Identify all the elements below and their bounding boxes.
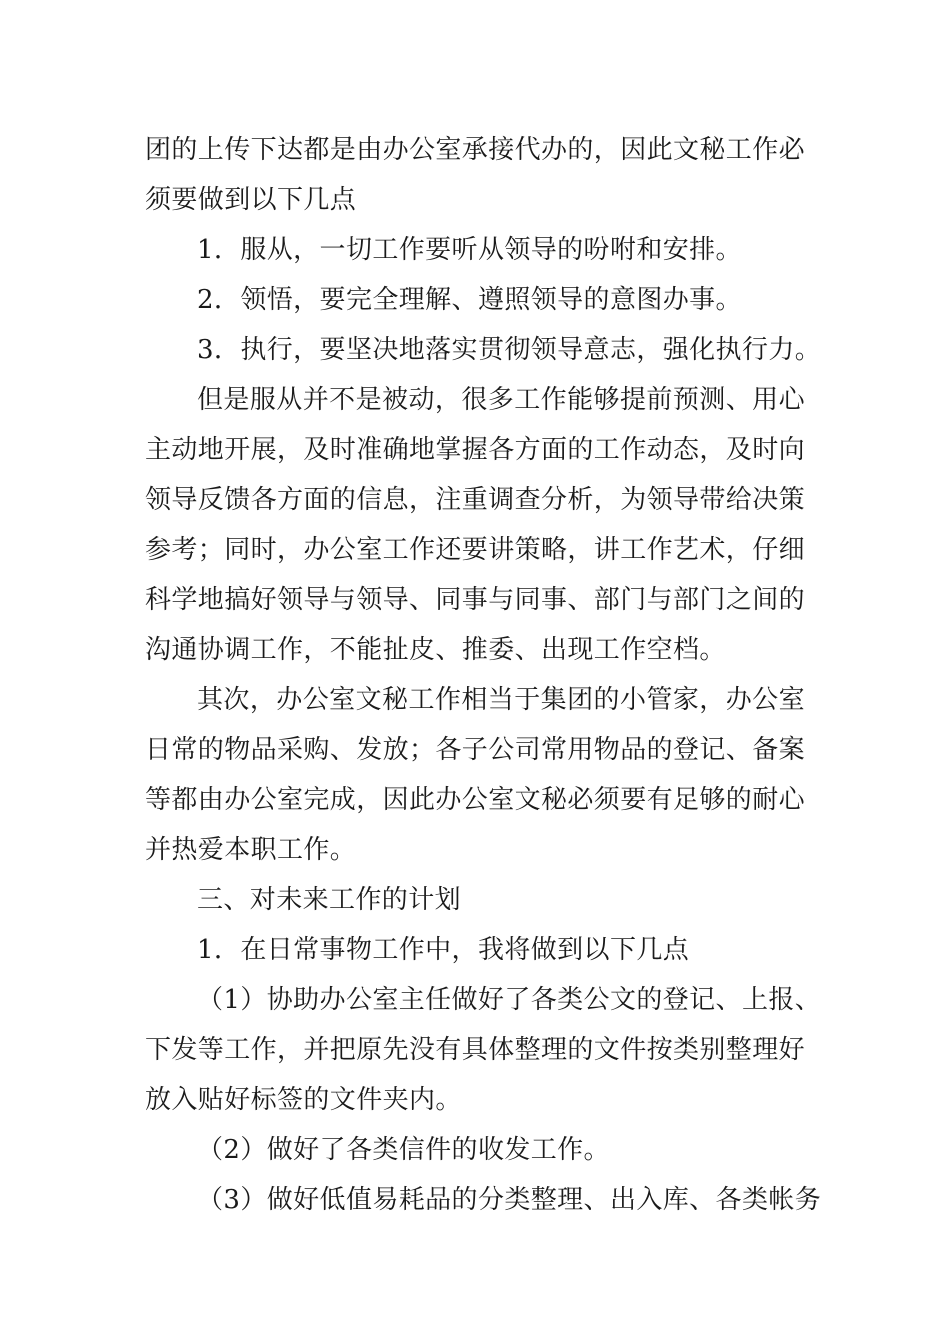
text-line: （1）协助办公室主任做好了各类公文的登记、上报、 xyxy=(197,985,822,1015)
text-line: 主动地开展，及时准确地掌握各方面的工作动态，及时向 xyxy=(145,435,806,465)
text-line: （3）做好低值易耗品的分类整理、出入库、各类帐务 xyxy=(197,1185,822,1215)
text-line: 领导反馈各方面的信息，注重调查分析，为领导带给决策 xyxy=(145,485,806,515)
text-line: 其次，办公室文秘工作相当于集团的小管家，办公室 xyxy=(197,685,805,715)
text-line: 等都由办公室完成，因此办公室文秘必须要有足够的耐心 xyxy=(145,785,806,815)
text-line: 3．执行，要坚决地落实贯彻领导意志，强化执行力。 xyxy=(197,335,822,365)
text-line: 1．在日常事物工作中，我将做到以下几点 xyxy=(197,935,690,965)
text-line: 沟通协调工作，不能扯皮、推委、出现工作空档。 xyxy=(145,635,726,665)
text-line: 科学地搞好领导与领导、同事与同事、部门与部门之间的 xyxy=(145,585,806,615)
text-line: 参考；同时，办公室工作还要讲策略，讲工作艺术，仔细 xyxy=(145,535,806,565)
text-line: 放入贴好标签的文件夹内。 xyxy=(145,1085,462,1115)
text-line: 团的上传下达都是由办公室承接代办的，因此文秘工作必 xyxy=(145,135,806,165)
text-line: 但是服从并不是被动，很多工作能够提前预测、用心 xyxy=(197,385,805,415)
text-line: 下发等工作，并把原先没有具体整理的文件按类别整理好 xyxy=(145,1035,806,1065)
text-line: 并热爱本职工作。 xyxy=(145,835,357,865)
text-line: 日常的物品采购、发放；各子公司常用物品的登记、备案 xyxy=(145,735,806,765)
text-line: 须要做到以下几点 xyxy=(145,185,357,215)
text-line: 1．服从，一切工作要听从领导的吩咐和安排。 xyxy=(197,235,742,265)
text-line: （2）做好了各类信件的收发工作。 xyxy=(197,1135,610,1165)
text-line: 三、对未来工作的计划 xyxy=(197,885,462,915)
text-line: 2．领悟，要完全理解、遵照领导的意图办事。 xyxy=(197,285,742,315)
